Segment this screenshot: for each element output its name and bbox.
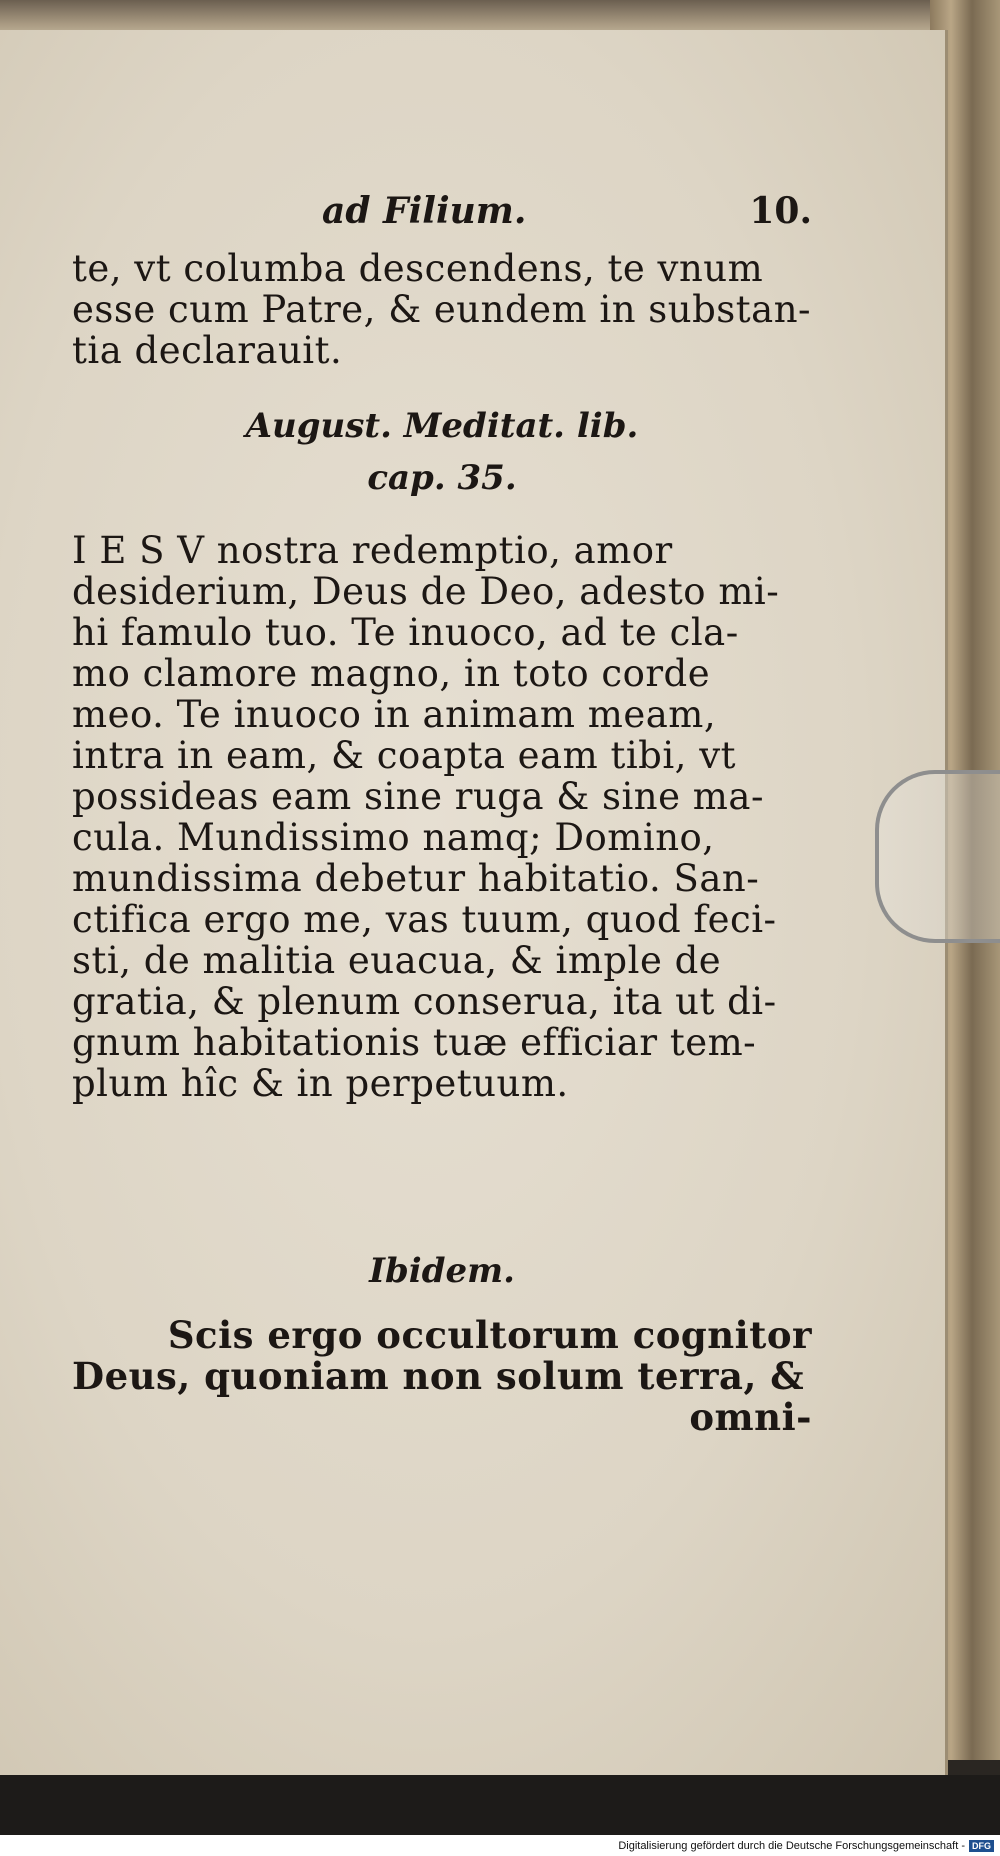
running-title: ad Filium. bbox=[322, 190, 527, 232]
text-line: sti, de malitia euacua, & imple de bbox=[72, 939, 722, 982]
text-line: intra in eam, & coapta eam tibi, vt bbox=[72, 734, 736, 777]
text-line: plum hîc & in perpetuum. bbox=[72, 1062, 569, 1105]
text-line: desiderium, Deus de Deo, adesto mi- bbox=[72, 570, 780, 613]
text-line: meo. Te inuoco in animam meam, bbox=[72, 693, 717, 736]
paragraph-final bbox=[72, 1315, 812, 1438]
folio-number: 10. bbox=[749, 190, 812, 232]
catchword: omni- bbox=[689, 1395, 812, 1439]
text-line: mo clamore magno, in toto corde bbox=[72, 652, 711, 695]
section-heading bbox=[72, 400, 812, 504]
text-line: ctifica ergo me, vas tuum, quod feci- bbox=[72, 898, 777, 941]
text-line: I E S V nostra redemptio, amor bbox=[72, 529, 673, 572]
text-line: Scis ergo occultorum cognitor bbox=[167, 1313, 812, 1357]
footer-credit: Digitalisierung gefördert durch die Deutsche Forschungsgemeinschaft - bbox=[618, 1839, 965, 1852]
page-clip bbox=[875, 770, 1000, 943]
text-line: cula. Mundissimo namq; Domino, bbox=[72, 816, 715, 859]
footer bbox=[0, 1835, 1000, 1856]
text-line: gratia, & plenum conserua, ita ut di- bbox=[72, 980, 777, 1023]
text-line: te, vt columba descendens, te vnum bbox=[72, 247, 764, 290]
paragraph-continuation bbox=[72, 248, 812, 371]
running-head bbox=[72, 190, 812, 240]
text-line: tia declarauit. bbox=[72, 329, 343, 372]
heading-line: Ibidem. bbox=[369, 1251, 515, 1291]
heading-line: cap. 35. bbox=[367, 458, 517, 498]
heading-line: August. Meditat. lib. bbox=[245, 406, 639, 446]
dfg-logo-icon: DFG bbox=[969, 1840, 994, 1852]
text-line: possideas eam sine ruga & sine ma- bbox=[72, 775, 764, 818]
text-line: mundissima debetur habitatio. San- bbox=[72, 857, 760, 900]
text-line: esse cum Patre, & eundem in substan- bbox=[72, 288, 812, 331]
paragraph-prayer bbox=[72, 530, 812, 1104]
section-heading-ibidem bbox=[72, 1245, 812, 1297]
scan-background bbox=[0, 1775, 1000, 1835]
text-line: Deus, quoniam non solum terra, & bbox=[72, 1354, 805, 1398]
text-line: gnum habitationis tuæ efficiar tem- bbox=[72, 1021, 757, 1064]
text-line: hi famulo tuo. Te inuoco, ad te cla- bbox=[72, 611, 739, 654]
